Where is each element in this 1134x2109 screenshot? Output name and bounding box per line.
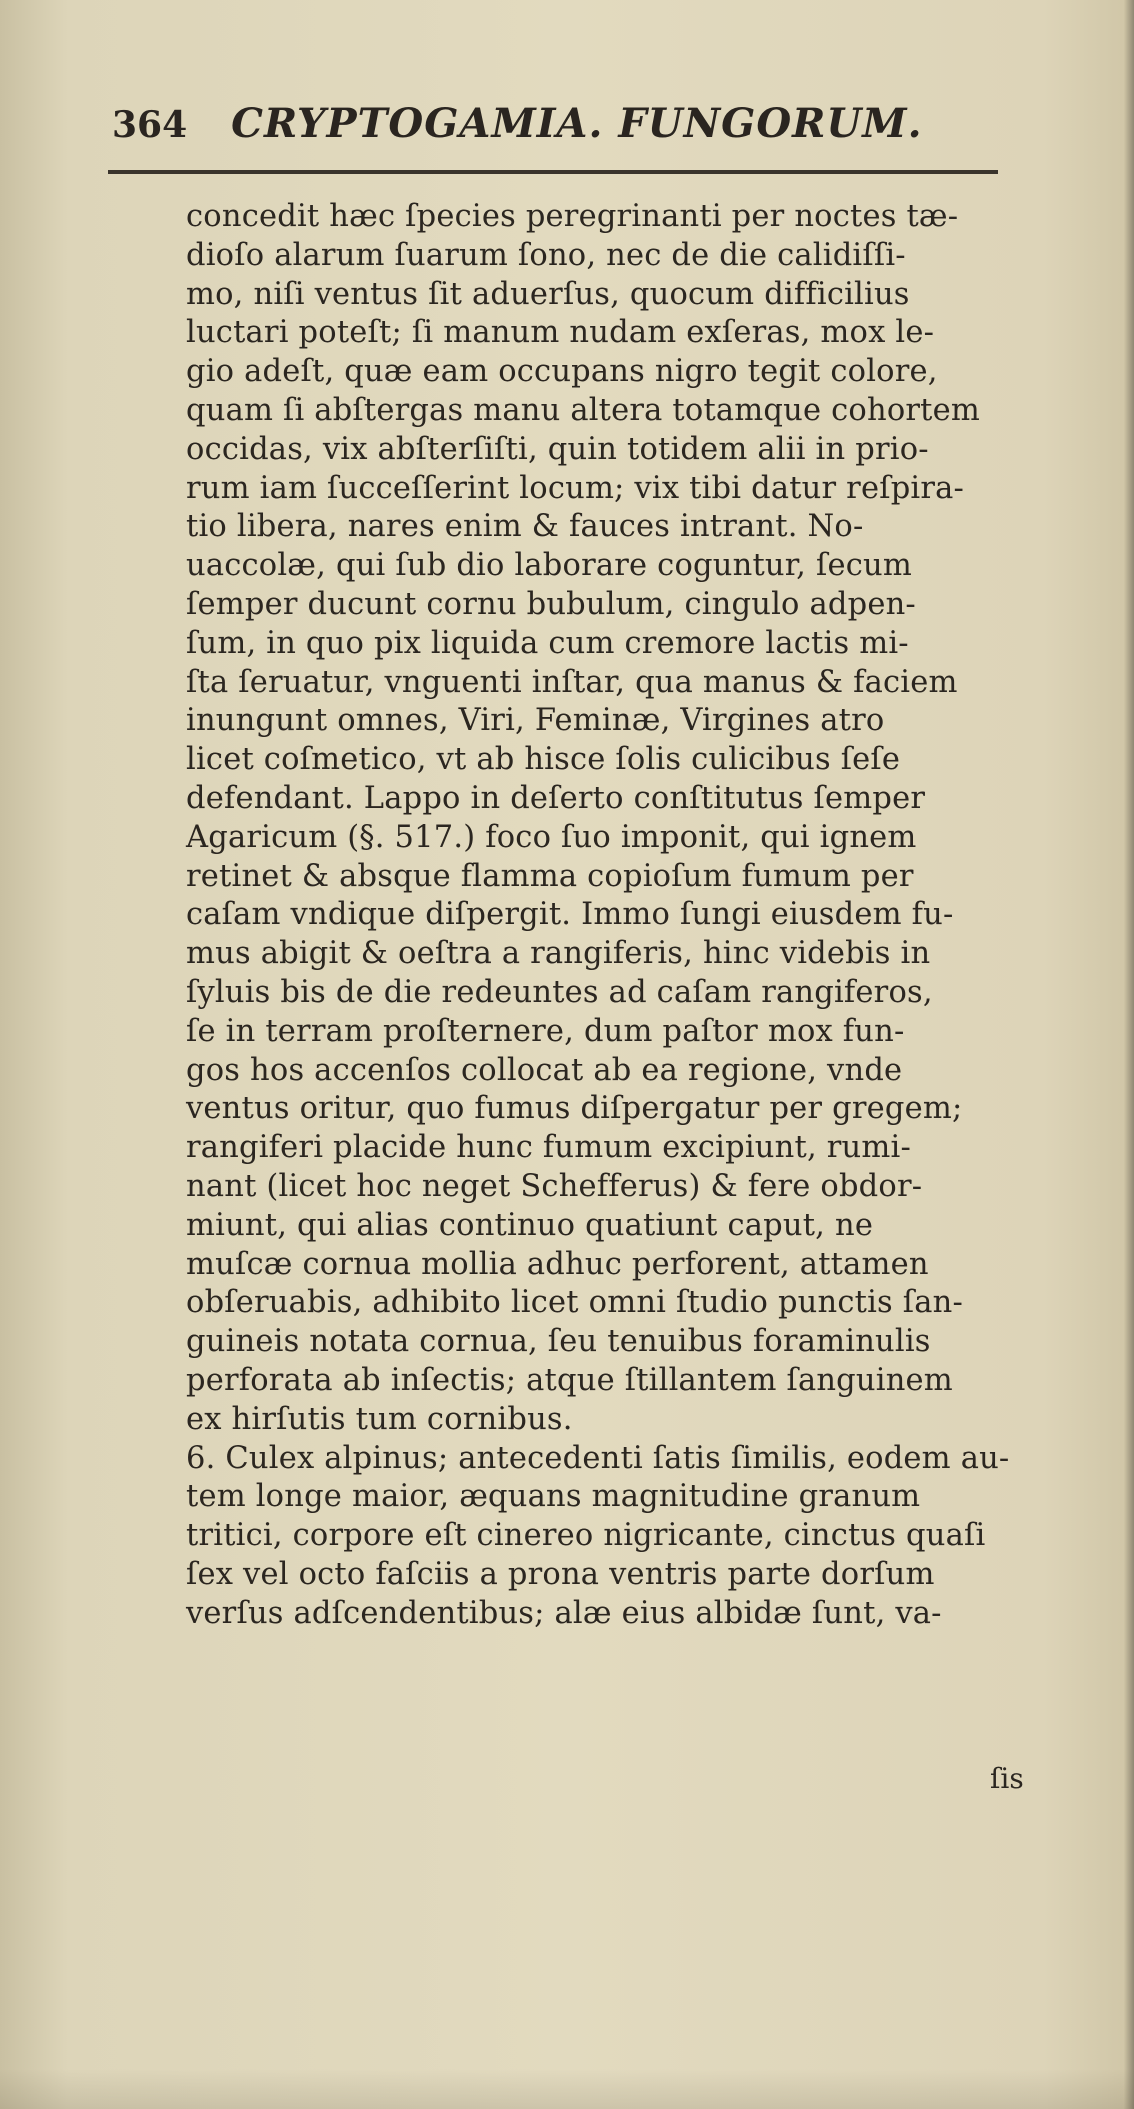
text-line: ventus oritur, quo fumus diſpergatur per gregem; — [186, 1091, 963, 1127]
text-line: ſum, in quo pix liquida cum cremore lactis mi- — [186, 625, 909, 661]
text-line: obſeruabis, adhibito licet omni ſtudio punctis ſan- — [186, 1285, 964, 1321]
text-line: ſyluis bis de die redeuntes ad caſam rangiferos, — [186, 974, 933, 1010]
text-line: guineis notata cornua, ſeu tenuibus foraminulis — [186, 1324, 931, 1360]
text-line: tem longe maior, æquans magnitudine granum — [186, 1479, 921, 1515]
text-line: tritici, corpore eſt cinereo nigricante, cinctus quaſi — [186, 1518, 986, 1554]
text-line: ſex vel octo faſciis a prona ventris parte dorſum — [186, 1556, 935, 1592]
text-line: mo, niſi ventus ſit aduerſus, quocum difficilius — [186, 276, 910, 312]
catchword: ſis — [990, 1762, 1024, 1795]
text-line: inungunt omnes, Viri, Feminæ, Virgines atro — [186, 703, 885, 739]
header-rule — [108, 170, 998, 174]
text-line: licet coſmetico, vt ab hisce ſolis culicibus ſeſe — [186, 742, 901, 778]
body-text — [186, 198, 1046, 1633]
text-line: luctari poteſt; ſi manum nudam exſeras, mox le- — [186, 315, 935, 351]
text-line: gos hos accenſos collocat ab ea regione, vnde — [186, 1052, 903, 1088]
text-line: perforata ab inſectis; atque ſtillantem ſanguinem — [186, 1362, 953, 1398]
page-header — [112, 100, 1012, 160]
text-line: ſe in terram proſternere, dum paſtor mox fun- — [186, 1013, 905, 1049]
text-line: caſam vndique diſpergit. Immo ſungi eiusdem fu- — [186, 897, 954, 933]
running-title: CRYPTOGAMIA. FUNGORUM. — [231, 100, 923, 147]
text-line: nant (licet hoc neget Schefferus) & fere obdor- — [186, 1168, 923, 1204]
text-line: tio libera, nares enim & fauces intrant. No- — [186, 509, 864, 545]
text-line: verſus adſcendentibus; alæ eius albidæ ſunt, va- — [186, 1595, 942, 1631]
text-line: retinet & absque flamma copioſum fumum per — [186, 858, 914, 894]
text-line: 6. Culex alpinus; antecedenti ſatis ſimilis, eodem au- — [186, 1440, 1010, 1476]
text-line: ex hirſutis tum cornibus. — [186, 1401, 573, 1437]
text-line: ſemper ducunt cornu bubulum, cingulo adpen- — [186, 586, 916, 622]
text-line: quam ſi abſtergas manu altera totamque cohortem — [186, 392, 980, 428]
text-line: muſcæ cornua mollia adhuc perforent, attamen — [186, 1246, 929, 1282]
page-number: 364 — [112, 104, 188, 146]
text-line: occidas, vix abſterſiſti, quin totidem alii in prio- — [186, 431, 929, 467]
bottom-shadow — [0, 2069, 1134, 2109]
text-line: gio adeſt, quæ eam occupans nigro tegit colore, — [186, 354, 938, 390]
text-line: uaccolæ, qui ſub dio laborare coguntur, ſecum — [186, 548, 912, 584]
text-line: concedit hæc ſpecies peregrinanti per noctes tæ- — [186, 199, 959, 234]
text-line: miunt, qui alias continuo quatiunt caput, ne — [186, 1207, 874, 1243]
text-line: rum iam ſucceſſerint locum; vix tibi datur reſpira- — [186, 470, 965, 506]
text-line: dioſo alarum ſuarum ſono, nec de die calidiſſi- — [186, 237, 906, 273]
text-line: mus abigit & oeſtra a rangiferis, hinc videbis in — [186, 936, 931, 972]
text-line: ſta ſeruatur, vnguenti inſtar, qua manus & faciem — [186, 664, 958, 700]
text-line: defendant. Lappo in deſerto conſtitutus ſemper — [186, 780, 926, 816]
text-line: rangiferi placide hunc fumum excipiunt, rumi- — [186, 1130, 911, 1166]
text-line: Agaricum (§. 517.) foco ſuo imponit, qui ignem — [186, 819, 917, 855]
page-edge-shadow — [1124, 0, 1134, 2109]
